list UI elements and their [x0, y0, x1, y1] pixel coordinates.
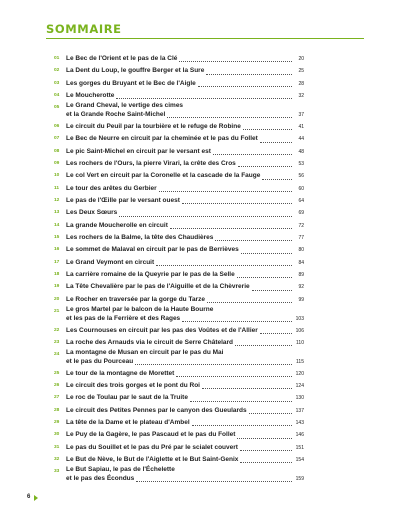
toc-entry-title: Le But Sapiau, le pas de l'Échelette: [66, 466, 175, 474]
toc-entry-title: La Dent du Loup, le gouffre Berger et la Sure: [66, 67, 205, 75]
toc-entry-page: 154: [295, 457, 304, 464]
toc-entry-number: 11: [54, 185, 60, 191]
dot-leader: [182, 321, 292, 322]
toc-entry: [54, 429, 304, 441]
toc-entry-number: 30: [54, 432, 60, 438]
toc-entry-title: et la Grande Roche Saint-Michel: [66, 111, 166, 119]
toc-entry: [54, 90, 304, 102]
dot-leader: [198, 86, 292, 87]
dot-leader: [241, 253, 292, 254]
toc-entry-number: 33: [54, 469, 60, 475]
dot-leader: [179, 61, 292, 62]
toc-entry-title: Le tour de la montagne de Morettet: [66, 369, 175, 377]
toc-entry-page: 110: [296, 339, 304, 346]
toc-entry-number: 14: [54, 222, 60, 228]
toc-entry-page: 92: [298, 284, 304, 291]
folio-triangle-icon: [34, 495, 38, 501]
dot-leader: [206, 74, 292, 75]
dot-leader: [116, 98, 292, 99]
toc-entry-number: 01: [54, 56, 60, 61]
toc-entry-title: Le But de Nève, le But de l'Aiglette et le But Saint-Genix: [66, 456, 239, 464]
toc-entry-title: La Tête Chevalière par le pas de l'Aiguille et de la Chèvrerie: [66, 283, 250, 291]
toc-entry-title: Le circuit du Peuil par la tourbière et le refuge de Robine: [66, 122, 241, 130]
dot-leader: [237, 438, 292, 439]
toc-entry: [54, 170, 304, 182]
toc-entry-page: 103: [295, 316, 304, 323]
toc-entry-page: 48: [298, 148, 304, 155]
toc-entry-page: 151: [295, 444, 304, 451]
dot-leader: [190, 401, 292, 402]
dot-leader: [249, 413, 292, 414]
toc-entry: [54, 454, 304, 466]
toc-entry-number: 22: [54, 327, 60, 333]
toc-entry-title: Le Grand Cheval, le vertige des cimes: [66, 102, 184, 110]
dot-leader: [240, 462, 292, 463]
toc-entry-page: 44: [298, 136, 304, 143]
toc-entry-number: 13: [54, 210, 60, 216]
toc-entry-title: Le sommet de Malaval en circuit par le pas de Berrièves: [66, 246, 239, 254]
toc-entry: [54, 349, 304, 368]
toc-entry: [54, 195, 304, 207]
dot-leader: [260, 333, 292, 334]
dot-leader: [243, 129, 292, 130]
toc-entry-number: 03: [54, 80, 60, 86]
dot-leader: [119, 216, 292, 217]
toc-entry-title: Les Cournouses en circuit par les pas des Voûtes et de l'Allier: [66, 326, 258, 334]
dot-leader: [159, 191, 292, 192]
page-number: 6: [27, 494, 31, 500]
dot-leader: [176, 376, 292, 377]
toc-entry-page: 64: [298, 197, 304, 204]
toc-entry: [54, 65, 304, 77]
toc-entry-page: 32: [298, 93, 304, 100]
toc-entry-page: 41: [298, 123, 304, 130]
dot-leader: [235, 345, 292, 346]
toc-entry-number: 23: [54, 339, 60, 345]
toc-entry: [54, 466, 304, 485]
toc-entry-title: Le pic Saint-Michel en circuit par le versant est: [66, 147, 211, 155]
toc-entry-page: 120: [295, 370, 304, 377]
toc-entry-number: 25: [54, 370, 60, 376]
toc-entry-title: La tête de la Dame et le plateau d'Ambel: [66, 419, 190, 427]
toc-entry: [54, 368, 304, 380]
toc-entry-page: 72: [298, 222, 304, 229]
toc-entry-page: 20: [298, 56, 304, 62]
toc-entry-title: Les rochers de la Balme, la tête des Chaudières: [66, 233, 214, 241]
dot-leader: [215, 240, 292, 241]
toc-entry-page: 159: [295, 476, 304, 483]
toc-entry-title: Les gorges du Bruyant et le Bec de l'Aigle: [66, 79, 196, 87]
toc-entry: [54, 207, 304, 219]
page-title: SOMMAIRE: [46, 22, 122, 36]
toc-entry-page: 143: [295, 420, 304, 427]
toc-entry: [54, 269, 304, 281]
toc-entry: [54, 257, 304, 269]
toc-entry-number: 10: [54, 173, 60, 179]
toc-entry: [54, 244, 304, 256]
toc-entry-page: 89: [298, 272, 304, 278]
toc-entry-title: Le col Vert en circuit par la Coronelle et la cascade de la Fauge: [66, 172, 261, 180]
toc-entry-title: Le gros Martel par le balcon de la Haute Bourne: [66, 306, 214, 314]
toc-entry-page: 60: [298, 185, 304, 192]
toc-entry-title: La grande Moucherolle en circuit: [66, 221, 168, 229]
toc-entry-number: 08: [54, 148, 60, 154]
toc-entry-title: La carrière romaine de la Queyrie par le pas de la Selle: [66, 271, 235, 278]
toc-entry-title: et les pas de la Ferrière et des Rages: [66, 315, 181, 323]
dot-leader: [192, 425, 292, 426]
toc-entry-title: Les Deux Sœurs: [66, 209, 118, 217]
toc-entry-number: 16: [54, 247, 60, 253]
toc-entry: [54, 146, 304, 158]
toc-entry-number: 17: [54, 259, 60, 265]
toc-entry-number: 12: [54, 197, 60, 203]
toc-entry-page: 146: [295, 432, 304, 439]
dot-leader: [167, 117, 292, 118]
dot-leader: [260, 142, 292, 143]
toc-entry-page: 84: [298, 259, 304, 266]
toc-entry: [54, 220, 304, 232]
toc-entry: [54, 232, 304, 244]
toc-entry: [54, 325, 304, 337]
toc-entry-page: 99: [298, 296, 304, 303]
toc-entry-page: 28: [298, 80, 304, 87]
toc-entry-title: Le Moucherotte: [66, 92, 115, 100]
toc-entry-page: 69: [298, 210, 304, 217]
toc-entry-page: 124: [295, 383, 304, 390]
toc-entry-title: Le Grand Veymont en circuit: [66, 258, 155, 266]
toc-entry: [54, 306, 304, 325]
toc-entry-page: 106: [295, 327, 304, 334]
toc-entry-number: 31: [54, 444, 60, 450]
toc-entry-number: 32: [54, 457, 60, 463]
toc-entry: [54, 281, 304, 293]
table-of-contents: [54, 53, 304, 485]
toc-entry-title: Le Rocher en traversée par la gorge du Tarze: [66, 295, 205, 303]
toc-entry-number: 05: [54, 105, 60, 111]
toc-entry-number: 27: [54, 395, 60, 401]
toc-entry-title: Le pas du Souillet et le pas du Pré par le scialet couvert: [66, 443, 238, 451]
toc-entry-title: Le Puy de la Gagère, le pas Pascaud et le pas du Follet: [66, 431, 236, 439]
dot-leader: [240, 450, 292, 451]
dot-leader: [207, 302, 292, 303]
toc-entry-number: 29: [54, 420, 60, 426]
toc-entry-title: Le Bec de l'Orient et le pas de la Clé: [66, 55, 178, 62]
dot-leader: [182, 203, 292, 204]
toc-entry: [54, 380, 304, 392]
toc-entry-title: La roche des Arnauds via le circuit de Serre Châtelard: [66, 338, 234, 346]
dot-leader: [202, 388, 292, 389]
toc-entry: [54, 102, 304, 121]
dot-leader: [156, 265, 292, 266]
toc-entry: [54, 442, 304, 454]
dot-leader: [213, 154, 292, 155]
toc-entry: [54, 337, 304, 349]
toc-entry: [54, 158, 304, 170]
toc-entry-number: 24: [54, 352, 60, 358]
toc-entry-number: 07: [54, 136, 60, 142]
toc-entry-title: et le pas des Écondus: [66, 475, 135, 483]
title-divider: [46, 38, 364, 39]
dot-leader: [170, 228, 292, 229]
toc-entry-title: Le roc de Toulau par le saut de la Truite: [66, 394, 188, 402]
toc-entry: [54, 405, 304, 417]
toc-entry-page: 37: [298, 112, 304, 119]
toc-entry-number: 15: [54, 234, 60, 240]
toc-entry-page: 53: [298, 160, 304, 167]
toc-entry: [54, 78, 304, 90]
dot-leader: [238, 166, 292, 167]
toc-entry-number: 06: [54, 123, 60, 129]
toc-entry-title: Les rochers de l'Ours, la pierre Virari, la crête des Cros: [66, 159, 236, 167]
toc-entry: [54, 53, 304, 65]
dot-leader: [135, 364, 292, 365]
toc-entry-title: Le circuit des Petites Pennes par le canyon des Gueulards: [66, 406, 247, 414]
toc-entry-title: Le pas de l'Œille par le versant ouest: [66, 196, 180, 204]
toc-entry-number: 04: [54, 93, 60, 99]
toc-entry-page: 77: [298, 234, 304, 241]
toc-entry-title: La montagne de Musan en circuit par le pas du Mai: [66, 349, 224, 357]
toc-entry-page: 137: [295, 407, 304, 414]
toc-entry-number: 18: [54, 272, 60, 277]
toc-entry: [54, 294, 304, 306]
toc-entry-title: Le tour des arêtes du Gerbier: [66, 184, 157, 192]
toc-entry-number: 09: [54, 160, 60, 166]
toc-entry: [54, 121, 304, 133]
toc-entry-number: 26: [54, 383, 60, 389]
dot-leader: [252, 290, 292, 291]
toc-entry-title: et le pas du Pourceau: [66, 358, 134, 366]
toc-entry: [54, 183, 304, 195]
toc-entry-page: 130: [295, 395, 304, 402]
toc-entry: [54, 392, 304, 404]
toc-entry-page: 56: [298, 173, 304, 180]
dot-leader: [237, 277, 292, 278]
toc-entry-page: 25: [298, 68, 304, 75]
toc-entry-number: 20: [54, 296, 60, 302]
toc-entry-number: 19: [54, 284, 60, 290]
dot-leader: [136, 481, 292, 482]
toc-entry-page: 115: [296, 359, 304, 366]
toc-entry: [54, 417, 304, 429]
dot-leader: [262, 179, 292, 180]
toc-entry: [54, 133, 304, 145]
toc-entry-number: 02: [54, 68, 60, 74]
toc-entry-number: 21: [54, 309, 60, 315]
toc-entry-title: Le circuit des trois gorges et le pont du Roi: [66, 382, 200, 390]
toc-entry-number: 28: [54, 407, 60, 413]
toc-entry-page: 80: [298, 247, 304, 254]
toc-entry-title: Le Bec de Neurre en circuit par la cheminée et le pas du Follet: [66, 135, 258, 143]
